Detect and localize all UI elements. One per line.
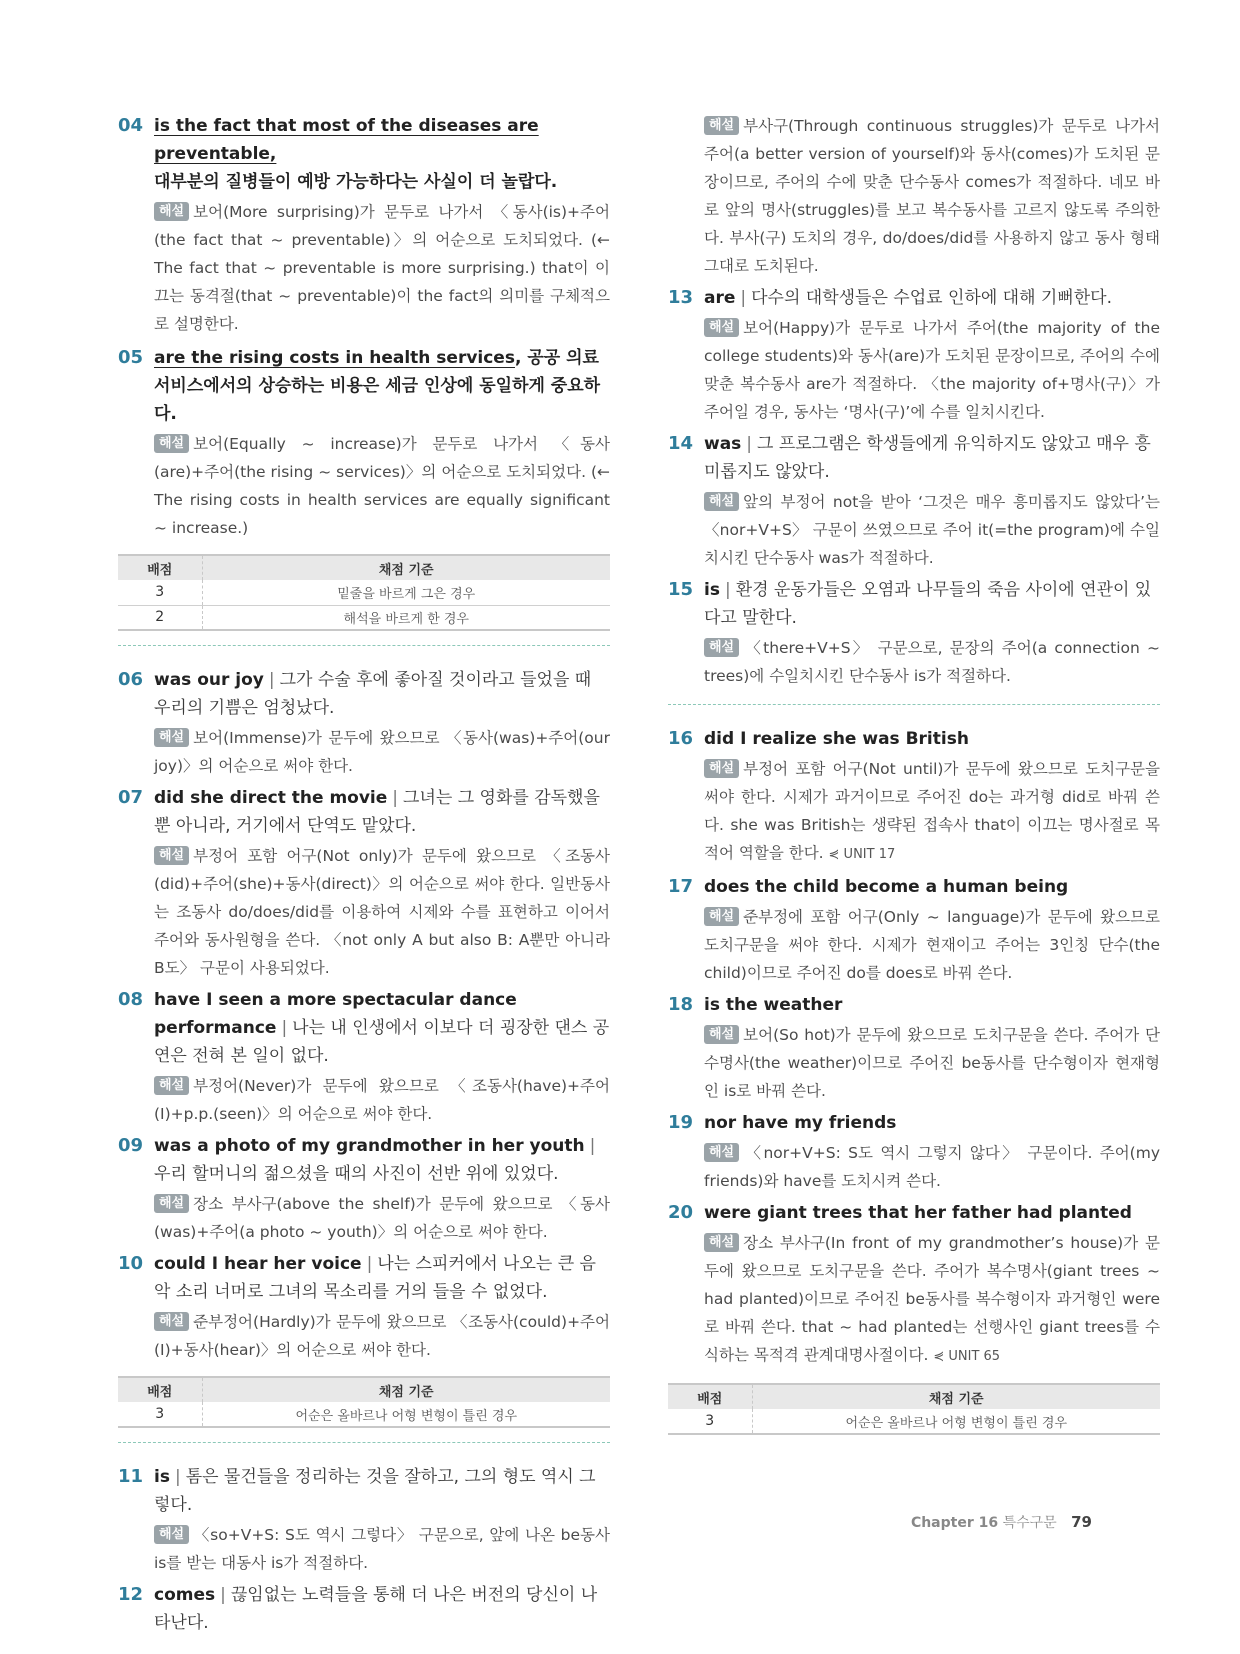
answer-english: is xyxy=(704,580,720,600)
item-number: 13 xyxy=(668,287,694,308)
table-header-score: 배점 xyxy=(118,1377,202,1402)
table-cell-criteria: 해석을 바르게 한 경우 xyxy=(202,605,610,630)
answer-korean: , 공공 의료 서비스에서의 상승하는 비용은 세금 인상에 동일하게 중요하다. xyxy=(154,348,601,424)
item-number: 16 xyxy=(668,728,694,749)
answer-english: was our joy xyxy=(154,670,264,690)
answer-item-05 xyxy=(118,344,610,542)
page-footer xyxy=(911,1512,1092,1532)
scoring-table xyxy=(118,1376,610,1428)
item-number: 18 xyxy=(668,994,694,1015)
table-cell-score: 3 xyxy=(668,1409,752,1434)
answer-line xyxy=(704,576,1160,632)
item-number: 08 xyxy=(118,989,144,1010)
answer-korean: 그녀는 그 영화를 감독했을 뿐 아니라, 거기에서 단역도 맡았다. xyxy=(154,788,600,836)
separator: | xyxy=(281,1018,288,1038)
separator: | xyxy=(220,1585,226,1605)
answer-korean: 다수의 대학생들은 수업료 인하에 대해 기뻐한다. xyxy=(751,288,1112,308)
answer-line xyxy=(154,784,610,840)
answer-english: did she direct the movie xyxy=(154,788,388,808)
answer-item-09 xyxy=(118,1132,610,1246)
table-cell-score: 3 xyxy=(118,580,202,605)
unit-reference: ⋞ UNIT 65 xyxy=(933,1349,1001,1364)
answer-item-08 xyxy=(118,986,610,1128)
answer-item-07 xyxy=(118,784,610,982)
answer-english: did I realize she was British xyxy=(704,729,969,749)
item-number: 05 xyxy=(118,347,144,368)
separator: | xyxy=(589,1136,596,1156)
explanation xyxy=(704,314,1160,426)
item-number: 17 xyxy=(668,876,694,897)
explanation-tag: 해설 xyxy=(704,1233,739,1252)
page-number: 79 xyxy=(1071,1513,1092,1531)
explanation xyxy=(704,1229,1160,1371)
answer-english: was xyxy=(704,434,742,454)
answer-english: nor have my friends xyxy=(704,1113,897,1133)
explanation xyxy=(704,488,1160,572)
table-cell-criteria: 어순은 올바르나 어형 변형이 틀린 경우 xyxy=(202,1402,610,1427)
explanation-text: 〈so+V+S: S도 역시 그렇다〉 구문으로, 앞에 나온 be동사 is를 받는 대동사 is가 적절하다. xyxy=(154,1526,610,1572)
table-cell-score: 2 xyxy=(118,605,202,630)
answer-item-19 xyxy=(668,1109,1160,1195)
explanation xyxy=(154,198,610,338)
explanation-tag: 해설 xyxy=(704,116,739,135)
explanation-tag: 해설 xyxy=(704,1143,739,1162)
answer-korean: 그 프로그램은 학생들에게 유익하지도 않았고 매우 흥미롭지도 않았다. xyxy=(704,434,1151,482)
item-number: 12 xyxy=(118,1584,144,1605)
answer-item-15 xyxy=(668,576,1160,690)
answer-english: is the fact that most of the diseases are preventable, xyxy=(154,116,539,164)
explanation xyxy=(704,755,1160,869)
answer-korean: 나는 내 인생에서 이보다 더 굉장한 댄스 공연은 전혀 본 일이 없다. xyxy=(154,1018,610,1066)
item-number: 04 xyxy=(118,115,144,136)
separator: | xyxy=(174,1467,181,1487)
item-number: 06 xyxy=(118,669,144,690)
table-header-criteria: 채점 기준 xyxy=(202,555,610,580)
answer-line xyxy=(704,284,1160,312)
explanation-tag: 해설 xyxy=(704,1025,739,1044)
answer-english: have I seen a more spectacular dance performance xyxy=(154,990,517,1038)
item-number: 19 xyxy=(668,1112,694,1133)
answer-korean: 톰은 물건들을 정리하는 것을 잘하고, 그의 형도 역시 그렇다. xyxy=(154,1467,596,1515)
explanation-text: 보어(So hot)가 문두에 왔으므로 도치구문을 쓴다. 주어가 단수명사(the weather)이므로 주어진 be동사를 단수형이자 현재형인 is로 바꿔 쓴다. xyxy=(704,1026,1160,1100)
explanation xyxy=(704,634,1160,690)
answer-line xyxy=(704,1109,1160,1137)
answer-english: are xyxy=(704,288,736,308)
explanation-tag: 해설 xyxy=(704,318,739,337)
answer-line xyxy=(704,991,1160,1019)
explanation-tag: 해설 xyxy=(154,434,189,453)
table-header-score: 배점 xyxy=(118,555,202,580)
explanation xyxy=(154,842,610,982)
separator: | xyxy=(392,788,399,808)
answer-korean: 환경 운동가들은 오염과 나무들의 죽음 사이에 연관이 있다고 말한다. xyxy=(704,580,1152,628)
explanation-tag: 해설 xyxy=(154,846,189,865)
explanation-text: 〈nor+V+S: S도 역시 그렇지 않다〉 구문이다. 주어(my friends)와 have를 도치시켜 쓴다. xyxy=(704,1144,1160,1190)
separator: | xyxy=(268,670,275,690)
explanation-tag: 해설 xyxy=(154,1312,189,1331)
item-number: 10 xyxy=(118,1253,144,1274)
separator: | xyxy=(724,580,731,600)
answer-item-13 xyxy=(668,284,1160,426)
answer-english: are the rising costs in health services xyxy=(154,348,515,368)
explanation-tag: 해설 xyxy=(154,202,189,221)
item-number: 15 xyxy=(668,579,694,600)
answer-english: comes xyxy=(154,1585,216,1605)
explanation-text: 보어(Immense)가 문두에 왔으므로 〈동사(was)+주어(our joy)〉의 어순으로 써야 한다. xyxy=(154,729,610,775)
answer-line xyxy=(154,1581,610,1637)
answer-item-14 xyxy=(668,430,1160,572)
table-cell-score: 3 xyxy=(118,1402,202,1427)
right-column xyxy=(668,112,1160,1445)
answer-korean: 그가 수술 후에 좋아질 것이라고 들었을 때 우리의 기쁨은 엄청났다. xyxy=(154,670,592,718)
table-cell-criteria: 어순은 올바르나 어형 변형이 틀린 경우 xyxy=(752,1409,1160,1434)
explanation-tag: 해설 xyxy=(154,1076,189,1095)
item-number: 09 xyxy=(118,1135,144,1156)
scoring-table xyxy=(118,554,610,631)
explanation-text: 부사구(Through continuous struggles)가 문두로 나가서 주어(a better version of yourself)와 동사(comes)가 도치된 문장이므로, 주어의 수에 맞춘 단수동사 comes가 적절하다. 네모 바로 앞의 명사(struggles)를 보고 복수동사를 고르지 않도록 주의한다. 부사(구) 도치의 경우, do/does/did를 사용하지 않고 동사 형태 그대로 도치된다. xyxy=(704,117,1160,275)
table-header-score: 배점 xyxy=(668,1384,752,1409)
answer-item-04 xyxy=(118,112,610,338)
answer-item-16 xyxy=(668,725,1160,869)
table-cell-criteria: 밑줄을 바르게 그은 경우 xyxy=(202,580,610,605)
answer-line xyxy=(704,725,1160,753)
answer-line xyxy=(704,873,1160,901)
explanation-tag: 해설 xyxy=(154,1525,189,1544)
answer-line xyxy=(154,344,610,428)
answer-item-18 xyxy=(668,991,1160,1105)
answer-english: could I hear her voice xyxy=(154,1254,362,1274)
explanation-tag: 해설 xyxy=(704,492,739,511)
table-row xyxy=(118,1402,610,1427)
explanation xyxy=(154,430,610,542)
answer-line xyxy=(154,1250,610,1306)
explanation-text: 보어(More surprising)가 문두로 나가서 〈동사(is)+주어(the fact that ~ preventable)〉의 어순으로 도치되었다. (← The fact that ~ preventable is more surprising.) that이 이끄는 동격절(that ~ preventable)이 the fact의 의미를 구체적으로 설명한다. xyxy=(154,203,610,333)
explanation-text: 부정어(Never)가 문두에 왔으므로 〈조동사(have)+주어(I)+p.p.(seen)〉의 어순으로 써야 한다. xyxy=(154,1077,610,1123)
explanation-tag: 해설 xyxy=(704,907,739,926)
explanation-text: 준부정어(Hardly)가 문두에 왔으므로 〈조동사(could)+주어(I)+동사(hear)〉의 어순으로 써야 한다. xyxy=(154,1313,610,1359)
section-divider xyxy=(118,1442,610,1443)
table-row xyxy=(118,605,610,630)
explanation xyxy=(154,1190,610,1246)
answer-item-12-explanation xyxy=(668,112,1160,280)
answer-korean: 대부분의 질병들이 예방 가능하다는 사실이 더 놀랍다. xyxy=(154,172,558,192)
unit-reference: ⋞ UNIT 17 xyxy=(828,847,896,862)
table-header-criteria: 채점 기준 xyxy=(752,1384,1160,1409)
answer-korean: 우리 할머니의 젊으셨을 때의 사진이 선반 위에 있었다. xyxy=(154,1164,559,1184)
answer-line xyxy=(154,666,610,722)
separator: | xyxy=(746,434,753,454)
explanation xyxy=(704,903,1160,987)
chapter-label: Chapter 16 xyxy=(910,1515,999,1531)
explanation xyxy=(154,1308,610,1364)
separator: | xyxy=(366,1254,373,1274)
item-number: 20 xyxy=(668,1202,694,1223)
explanation-tag: 해설 xyxy=(704,638,739,657)
explanation-text: 보어(Equally ~ increase)가 문두로 나가서 〈동사(are)+주어(the rising ~ services)〉의 어순으로 도치되었다. (← The rising costs in health services are equally significant ~ increase.) xyxy=(154,435,610,537)
item-number: 11 xyxy=(118,1466,144,1487)
answer-item-11 xyxy=(118,1463,610,1577)
section-divider xyxy=(118,645,610,646)
answer-english: is xyxy=(154,1467,170,1487)
answer-english: was a photo of my grandmother in her youth xyxy=(154,1136,585,1156)
separator: | xyxy=(740,288,747,308)
explanation xyxy=(154,724,610,780)
explanation-text: 〈there+V+S〉 구문으로, 문장의 주어(a connection ~ trees)에 수일치시킨 단수동사 is가 적절하다. xyxy=(704,639,1160,685)
answer-english: is the weather xyxy=(704,995,843,1015)
answer-korean: 나는 스피커에서 나오는 큰 음악 소리 너머로 그녀의 목소리를 거의 들을 수 없었다. xyxy=(154,1254,596,1302)
explanation-text: 부정어 포함 어구(Not until)가 문두에 왔으므로 도치구문을 써야 한다. 시제가 과거이므로 주어진 do는 과거형 did로 바꿔 쓴다. she was British는 생략된 접속사 that이 이끄는 명사절로 목적어 역할을 한다. xyxy=(704,760,1160,862)
answer-item-10 xyxy=(118,1250,610,1364)
section-divider xyxy=(668,704,1160,705)
explanation-tag: 해설 xyxy=(154,728,189,747)
answer-line xyxy=(154,112,610,196)
table-row xyxy=(118,580,610,605)
explanation-tag: 해설 xyxy=(704,759,739,778)
explanation-text: 부정어 포함 어구(Not only)가 문두에 왔으므로 〈조동사(did)+주어(she)+동사(direct)〉의 어순으로 써야 한다. 일반동사는 조동사 do/does/did를 이용하여 시제와 수를 표현하고 이어서 주어와 동사원형을 쓴다. 〈not only A but also B: A뿐만 아니라 B도〉 구문이 사용되었다. xyxy=(154,847,610,977)
table-header-criteria: 채점 기준 xyxy=(202,1377,610,1402)
explanation-text: 앞의 부정어 not을 받아 ‘그것은 매우 흥미롭지도 않았다’는 〈nor+V+S〉 구문이 쓰였으므로 주어 it(=the program)에 수일치시킨 단수동사 was가 적절하다. xyxy=(704,493,1160,567)
explanation-text: 장소 부사구(In front of my grandmother’s house)가 문두에 왔으므로 도치구문을 쓴다. 주어가 복수명사(giant trees ~ had planted)이므로 주어진 be동사를 복수형이자 과거형인 were로 바꿔 쓴다. that ~ had planted는 선행사인 giant trees를 수식하는 목적격 관계대명사절이다. xyxy=(704,1234,1160,1364)
answer-english: were giant trees that her father had planted xyxy=(704,1203,1132,1223)
answer-item-17 xyxy=(668,873,1160,987)
explanation-text: 준부정에 포함 어구(Only ~ language)가 문두에 왔으므로 도치구문을 써야 한다. 시제가 현재이고 주어는 3인칭 단수(the child)이므로 주어진 do를 does로 바꿔 쓴다. xyxy=(704,908,1160,982)
explanation-text: 장소 부사구(above the shelf)가 문두에 왔으므로 〈동사(was)+주어(a photo ~ youth)〉의 어순으로 써야 한다. xyxy=(154,1195,610,1241)
explanation xyxy=(704,1021,1160,1105)
answer-line xyxy=(704,1199,1160,1227)
answer-english: does the child become a human being xyxy=(704,877,1069,897)
answer-line xyxy=(154,1463,610,1519)
chapter-title: 특수구문 xyxy=(1002,1515,1057,1531)
answer-line xyxy=(154,1132,610,1188)
explanation xyxy=(704,1139,1160,1195)
answer-item-20 xyxy=(668,1199,1160,1371)
answer-line xyxy=(704,430,1160,486)
item-number: 07 xyxy=(118,787,144,808)
answer-korean: 끊임없는 노력들을 통해 더 나은 버전의 당신이 나타난다. xyxy=(154,1585,598,1633)
explanation xyxy=(154,1521,610,1577)
answer-line xyxy=(154,986,610,1070)
answer-item-06 xyxy=(118,666,610,780)
answer-item-12 xyxy=(118,1581,610,1637)
scoring-table xyxy=(668,1383,1160,1435)
explanation-tag: 해설 xyxy=(154,1194,189,1213)
explanation-text: 보어(Happy)가 문두로 나가서 주어(the majority of the college students)와 동사(are)가 도치된 문장이므로, 주어의 수에 맞춘 복수동사 are가 적절하다. 〈the majority of+명사(구)〉가 주어일 경우, 동사는 ‘명사(구)’에 수를 일치시킨다. xyxy=(704,319,1160,421)
item-number: 14 xyxy=(668,433,694,454)
explanation xyxy=(704,112,1160,280)
left-column xyxy=(118,112,610,1641)
explanation xyxy=(154,1072,610,1128)
table-row xyxy=(668,1409,1160,1434)
